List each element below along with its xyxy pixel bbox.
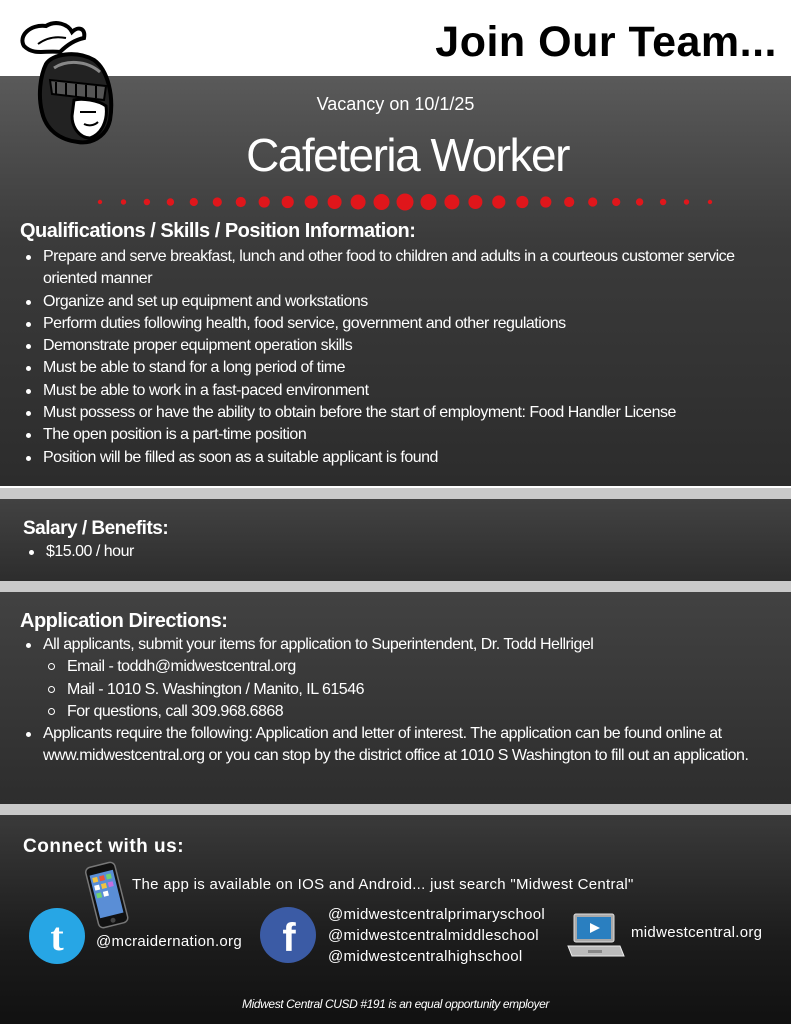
red-dot — [236, 197, 246, 207]
red-dot — [588, 197, 597, 206]
red-dot — [444, 195, 459, 210]
red-dot — [213, 197, 222, 206]
facebook-primary-handle[interactable]: @midwestcentralprimaryschool — [328, 906, 546, 923]
list-item: Demonstrate proper equipment operation skills — [20, 335, 760, 357]
vacancy-date: Vacancy on 10/1/25 — [316, 94, 475, 114]
red-dot — [564, 197, 574, 207]
laptop-icon — [566, 910, 626, 962]
facebook-middle-handle[interactable]: @midwestcentralmiddleschool — [328, 927, 539, 944]
list-item: Organize and set up equipment and workstations — [20, 291, 760, 313]
twitter-bird-icon[interactable] — [28, 907, 86, 965]
salary-heading: Salary / Benefits: — [23, 518, 169, 539]
red-dot — [190, 198, 198, 206]
red-dot — [516, 196, 528, 208]
red-dot — [374, 194, 390, 210]
list-item: Position will be filled as soon as a suitable applicant is found — [20, 447, 760, 469]
list-item: All applicants, submit your items for application to Superintendent, Dr. Todd Hellrigel — [20, 634, 760, 656]
red-dot-divider — [0, 190, 791, 214]
red-dot — [612, 198, 620, 206]
red-dot — [259, 196, 270, 207]
section-divider — [0, 488, 791, 499]
facebook-high-handle[interactable]: @midwestcentralhighschool — [328, 948, 523, 965]
knight-helmet-icon — [16, 16, 120, 148]
red-dot — [708, 200, 712, 204]
svg-text:f: f — [282, 916, 296, 960]
list-item: Must possess or have the ability to obtain before the start of employment: Food Handler License — [20, 402, 760, 424]
red-dot — [684, 199, 689, 204]
equal-opportunity-footer: Midwest Central CUSD #191 is an equal opportunity employer — [242, 997, 549, 1011]
list-item: Must be able to work in a fast-paced environment — [20, 380, 760, 402]
list-item: Perform duties following health, food service, government and other regulations — [20, 313, 760, 335]
red-dot — [98, 200, 102, 204]
red-dot — [167, 198, 174, 205]
section-divider — [0, 581, 791, 592]
list-item: Applicants require the following: Application and letter of interest. The application can be found online at www.midwestcentral.org or you can stop by the district office at 1010 S Washington to fill out an application. — [20, 723, 760, 768]
facebook-handles — [328, 904, 545, 967]
twitter-handle[interactable]: @mcraidernation.org — [96, 933, 242, 950]
qualifications-list — [20, 246, 760, 469]
list-item: Prepare and serve breakfast, lunch and other food to children and adults in a courteous customer service oriented manner — [20, 246, 760, 291]
salary-section — [0, 499, 791, 581]
red-dot — [492, 195, 505, 208]
red-dot — [540, 196, 551, 207]
red-dot — [421, 194, 437, 210]
section-divider — [0, 804, 791, 815]
salary-list — [23, 541, 723, 563]
application-list — [20, 634, 760, 768]
svg-text:t: t — [50, 914, 64, 959]
list-item: $15.00 / hour — [23, 541, 723, 563]
job-title: Cafeteria Worker — [246, 129, 569, 181]
email-contact: Email - toddh@midwestcentral.org — [20, 656, 760, 678]
join-our-team-headline: Join Our Team... — [435, 18, 777, 66]
red-dot — [636, 198, 643, 205]
smartphone-icon — [80, 860, 134, 932]
app-availability-text: The app is available on IOS and Android... just search "Midwest Central" — [132, 876, 634, 893]
website-link[interactable]: midwestcentral.org — [631, 924, 763, 941]
phone-contact: For questions, call 309.968.6868 — [20, 701, 760, 723]
mail-contact: Mail - 1010 S. Washington / Manito, IL 61546 — [20, 679, 760, 701]
red-dot — [328, 195, 342, 209]
red-dot — [305, 195, 318, 208]
red-dot — [121, 199, 126, 204]
red-dot — [282, 196, 294, 208]
red-dot — [351, 195, 366, 210]
red-dot — [468, 195, 482, 209]
qualifications-heading: Qualifications / Skills / Position Information: — [20, 220, 416, 242]
list-item: The open position is a part-time position — [20, 424, 760, 446]
list-item: Must be able to stand for a long period of time — [20, 357, 760, 379]
facebook-f-icon[interactable] — [259, 906, 317, 964]
red-dot — [660, 199, 666, 205]
application-heading: Application Directions: — [20, 610, 228, 632]
red-dot — [144, 199, 150, 205]
red-dot — [397, 194, 414, 211]
connect-heading: Connect with us: — [23, 836, 185, 857]
